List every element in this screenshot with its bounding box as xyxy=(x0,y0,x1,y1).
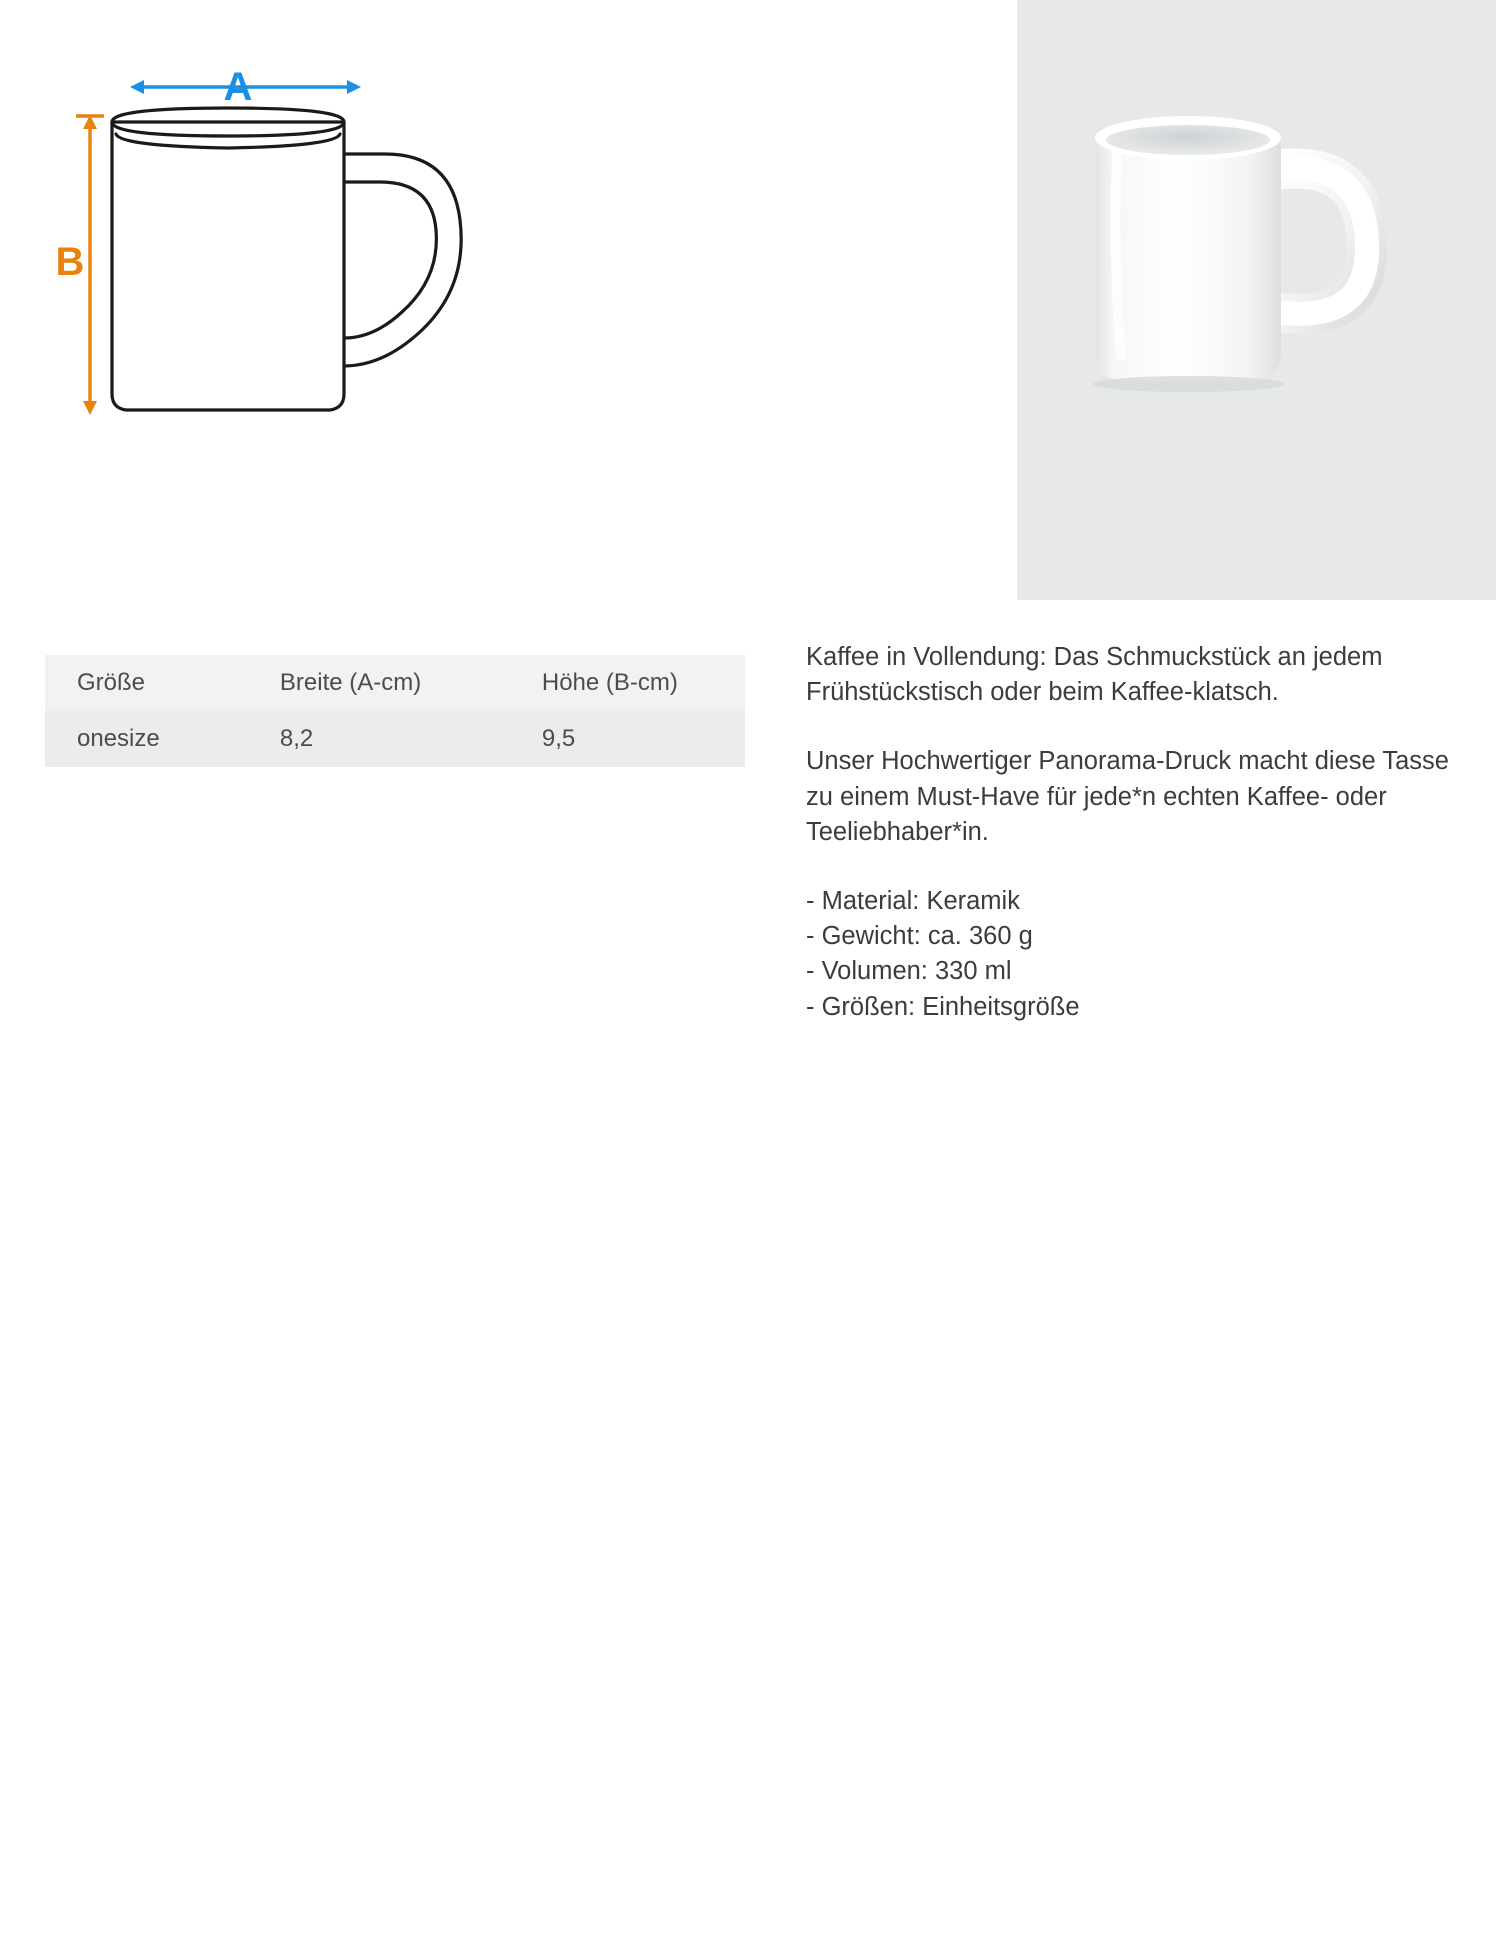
mug-dimension-drawing xyxy=(40,30,600,480)
product-images-area xyxy=(0,0,1496,600)
spec-sizes: - Größen: Einheitsgröße xyxy=(806,992,1080,1021)
column-header-width: Breite (A-cm) xyxy=(279,669,422,696)
cell-width: 8,2 xyxy=(279,725,314,752)
table-header-row xyxy=(45,655,745,711)
product-specs-list xyxy=(806,884,1466,1025)
description-paragraph-2: Unser Hochwertiger Panorama-Druck macht diese Tasse zu einem Must-Have für jede*n echten Kaffee- oder Teeliebhaber*in. xyxy=(806,747,1449,846)
cell-height: 9,5 xyxy=(541,725,576,752)
height-letter-B: B xyxy=(55,240,85,284)
description-paragraph-1: Kaffee in Vollendung: Das Schmuckstück an jedem Frühstückstisch oder beim Kaffee-klatsch. xyxy=(806,643,1383,707)
size-table xyxy=(45,655,745,767)
width-letter-A: A xyxy=(223,65,253,109)
product-photo xyxy=(1017,0,1496,600)
table-row xyxy=(45,711,745,767)
spec-material: - Material: Keramik xyxy=(806,886,1020,915)
column-header-size: Größe xyxy=(77,669,146,696)
cell-size: onesize xyxy=(77,725,160,752)
product-description xyxy=(806,640,1466,1025)
spec-volume: - Volumen: 330 ml xyxy=(806,957,1012,986)
spec-weight: - Gewicht: ca. 360 g xyxy=(806,922,1033,951)
column-header-height: Höhe (B-cm) xyxy=(541,669,678,696)
